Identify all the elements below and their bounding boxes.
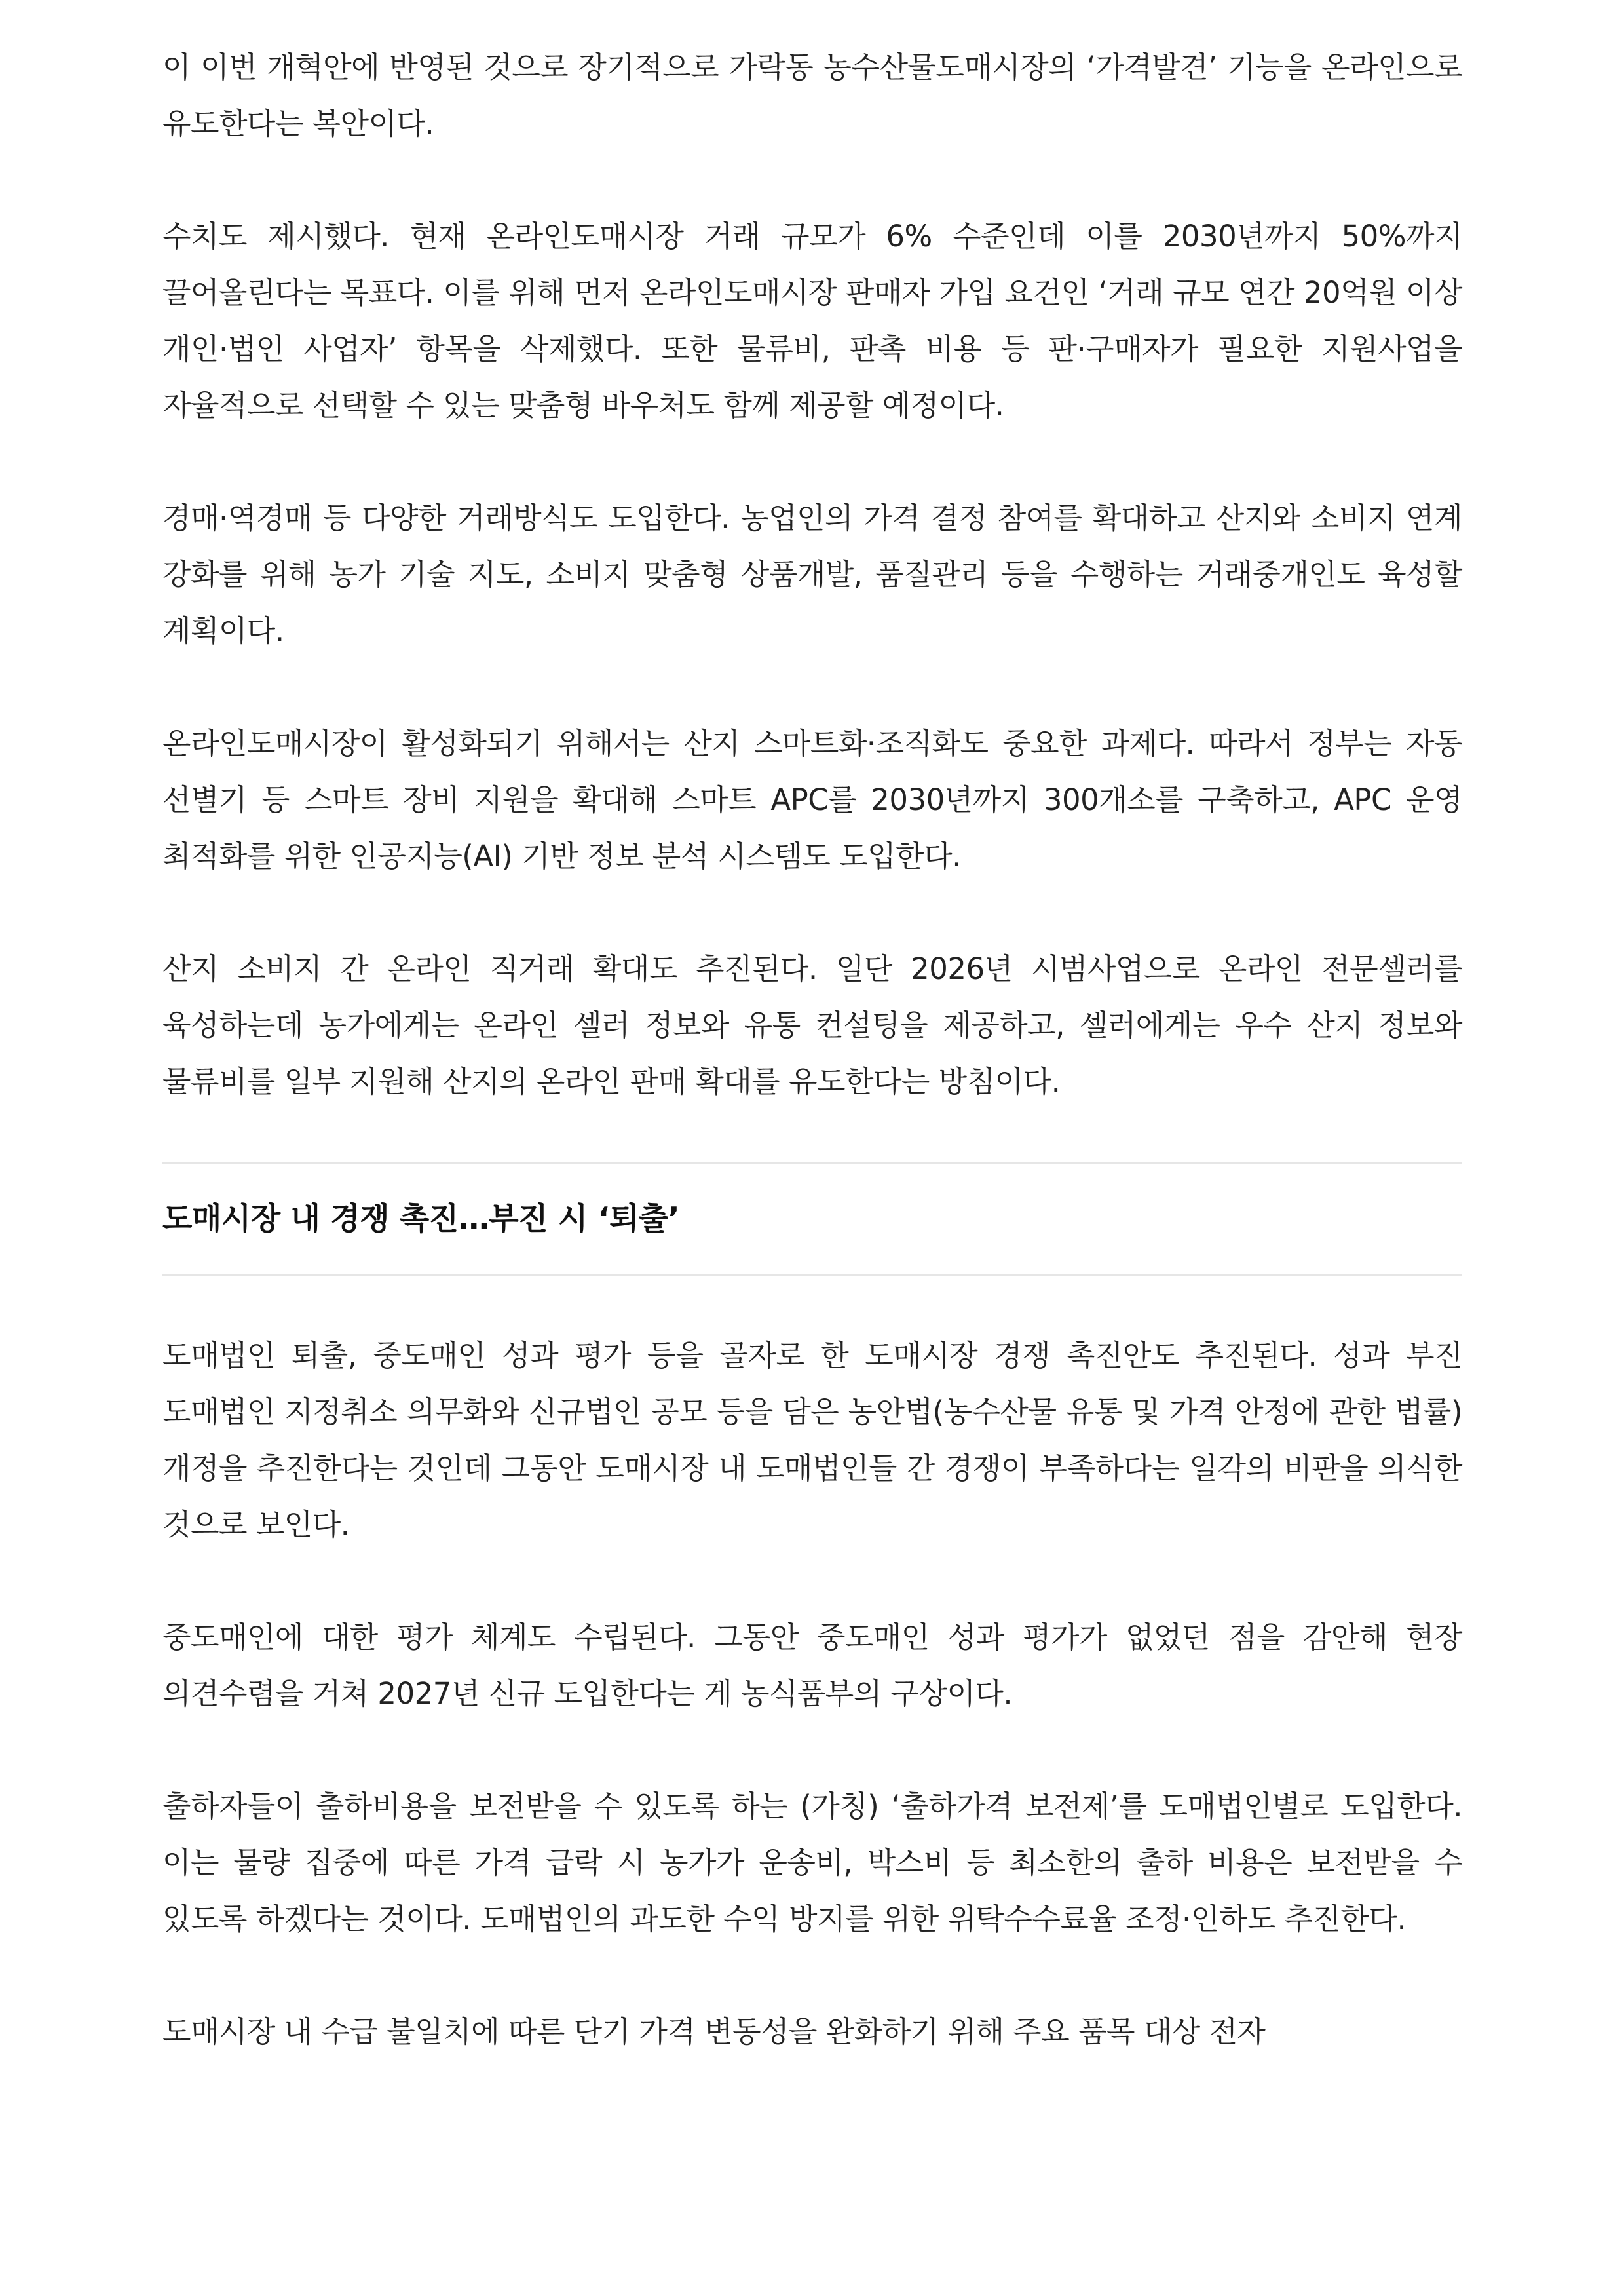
article-paragraph: 이 이번 개혁안에 반영된 것으로 장기적으로 가락동 농수산물도매시장의 ‘가격발견’ 기능을 온라인으로 유도한다는 복안이다. <box>162 50 1462 141</box>
article-paragraph: 온라인도매시장이 활성화되기 위해서는 산지 스마트화·조직화도 중요한 과제다. 따라서 정부는 자동 선별기 등 스마트 장비 지원을 확대해 스마트 APC를 2030년까지 300개소를 구축하고, APC 운영 최적화를 위한 인공지능(AI) 기반 정보 분석 시스템도 도입한다. <box>162 726 1462 873</box>
section-heading: 도매시장 내 경쟁 촉진…부진 시 ‘퇴출’ <box>162 1201 680 1237</box>
article-paragraph: 출하자들이 출하비용을 보전받을 수 있도록 하는 (가칭) ‘출하가격 보전제’를 도매법인별로 도입한다. 이는 물량 집중에 따른 가격 급락 시 농가가 운송비, 박스비 등 최소한의 출하 비용은 보전받을 수 있도록 하겠다는 것이다. 도매법인의 과도한 수익 방지를 위한 위탁수수료율 조정·인하도 추진한다. <box>162 1789 1462 1936</box>
article-paragraph: 수치도 제시했다. 현재 온라인도매시장 거래 규모가 6% 수준인데 이를 2030년까지 50%까지 끌어올린다는 목표다. 이를 위해 먼저 온라인도매시장 판매자 가입 요건인 ‘거래 규모 연간 20억원 이상 개인·법인 사업자’ 항목을 삭제했다. 또한 물류비, 판촉 비용 등 판·구매자가 필요한 지원사업을 자율적으로 선택할 수 있는 맞춤형 바우처도 함께 제공할 예정이다. <box>162 219 1462 423</box>
article-paragraph: 도매법인 퇴출, 중도매인 성과 평가 등을 골자로 한 도매시장 경쟁 촉진안도 추진된다. 성과 부진 도매법인 지정취소 의무화와 신규법인 공모 등을 담은 농안법(농수산물 유통 및 가격 안정에 관한 법률) 개정을 추진한다는 것인데 그동안 도매시장 내 도매법인들 간 경쟁이 부족하다는 일각의 비판을 의식한 것으로 보인다. <box>162 1338 1462 1542</box>
article-body <box>162 39 1462 2060</box>
article-paragraph: 산지 소비지 간 온라인 직거래 확대도 추진된다. 일단 2026년 시범사업으로 온라인 전문셀러를 육성하는데 농가에게는 온라인 셀러 정보와 유통 컨설팅을 제공하고, 셀러에게는 우수 산지 정보와 물류비를 일부 지원해 산지의 온라인 판매 확대를 유도한다는 방침이다. <box>162 951 1462 1099</box>
section-divider-bottom <box>162 1274 1462 1276</box>
article-paragraph: 중도매인에 대한 평가 체계도 수립된다. 그동안 중도매인 성과 평가가 없었던 점을 감안해 현장 의견수렴을 거쳐 2027년 신규 도입한다는 게 농식품부의 구상이다. <box>162 1620 1462 1711</box>
article-paragraph: 경매·역경매 등 다양한 거래방식도 도입한다. 농업인의 가격 결정 참여를 확대하고 산지와 소비지 연계 강화를 위해 농가 기술 지도, 소비지 맞춤형 상품개발, 품질관리 등을 수행하는 거래중개인도 육성할 계획이다. <box>162 501 1462 648</box>
article-paragraph: 도매시장 내 수급 불일치에 따른 단기 가격 변동성을 완화하기 위해 주요 품목 대상 전자 <box>162 2014 1266 2049</box>
